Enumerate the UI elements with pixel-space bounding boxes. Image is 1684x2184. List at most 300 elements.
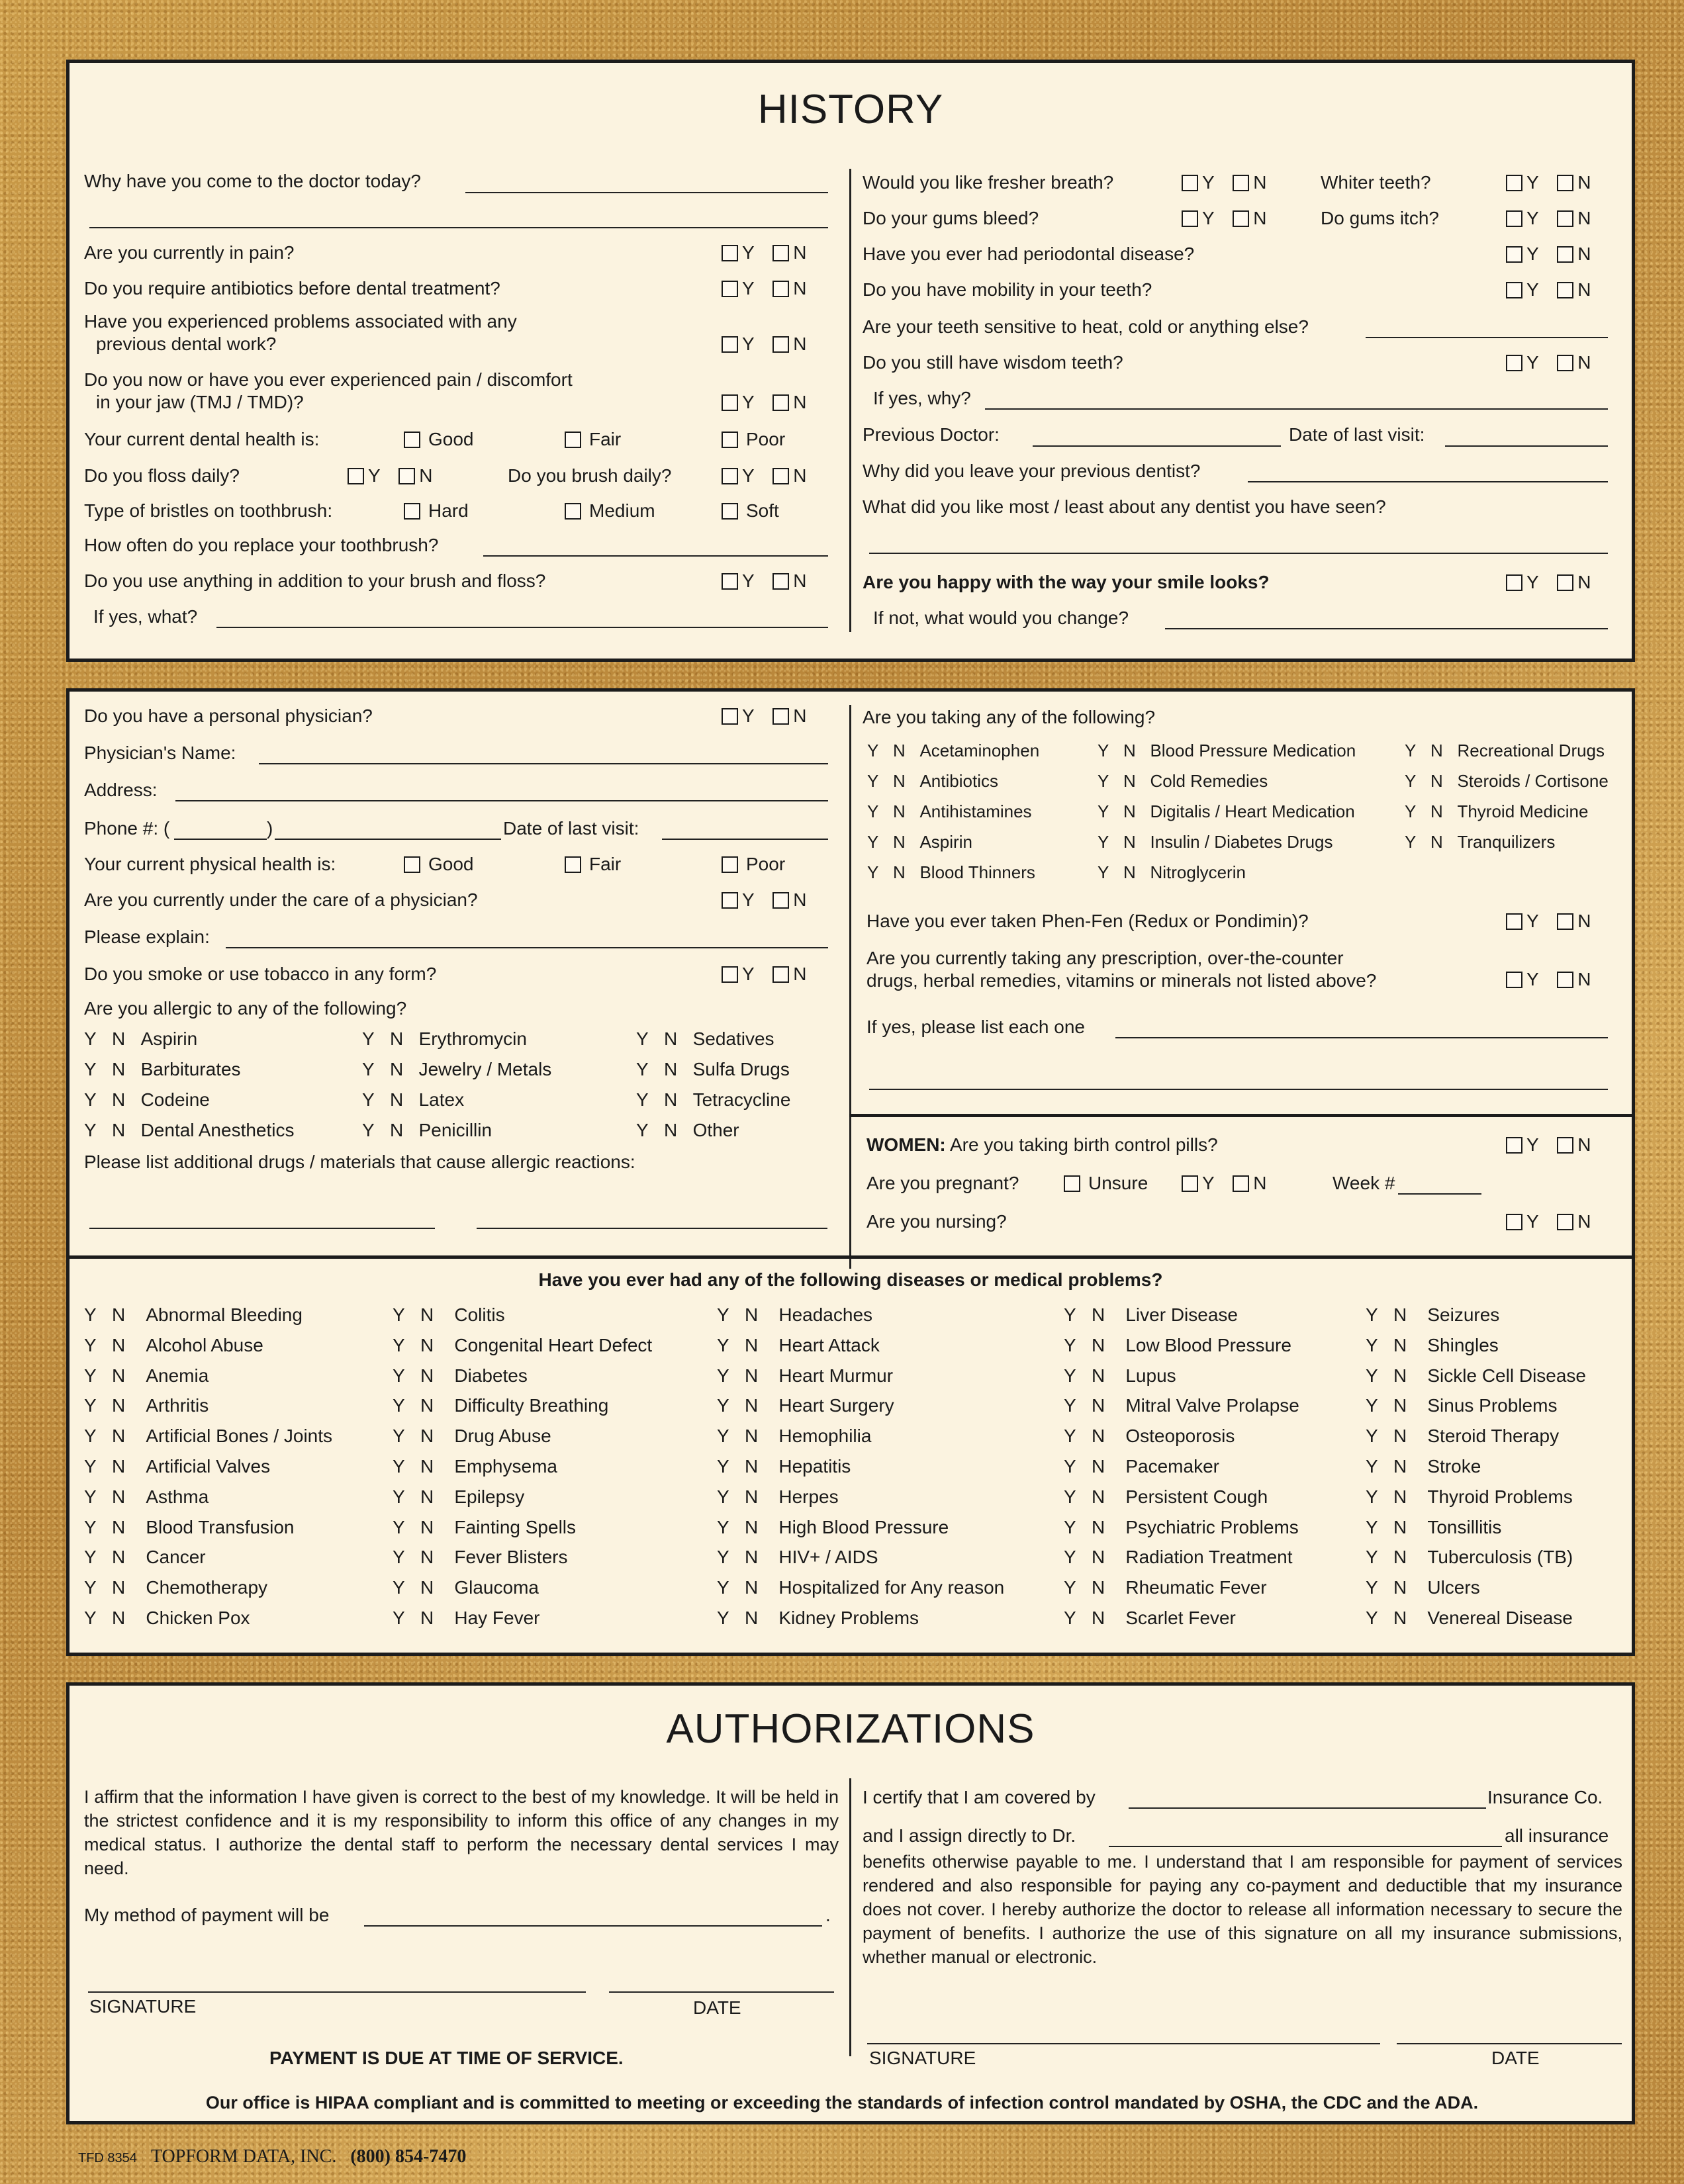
med-item: Y N Acetaminophen [867,741,1040,760]
reason-field-2[interactable] [89,227,828,228]
allergy-item: Y N Codeine [84,1089,210,1110]
disease-label: Psychiatric Problems [1125,1516,1299,1537]
disease-yn[interactable]: Y N [393,1547,455,1568]
payment-method-label: My method of payment will be [84,1905,330,1925]
antibiotics-no-box[interactable] [772,281,789,297]
disease-yn[interactable]: Y N [1366,1608,1428,1628]
dental-poor: Poor [722,428,785,451]
fresher-no-box[interactable] [1233,175,1249,191]
floss-yes-box[interactable] [348,468,364,484]
med-item: Y N Blood Pressure Medication [1098,741,1356,760]
phys-poor: Poor [722,853,785,876]
disease-item [84,1425,332,1447]
history-divider [849,169,851,632]
disease-item [1064,1486,1268,1508]
disease-item [1366,1425,1559,1447]
disease-item [1366,1365,1586,1387]
q-floss: Do you floss daily? [84,465,240,486]
disease-yn[interactable]: Y N [1064,1577,1126,1598]
disease-item [84,1365,209,1387]
phone-field[interactable] [275,839,501,840]
medical-divider [849,705,851,1269]
disease-yn[interactable]: Y N [393,1334,455,1355]
smile-no-box[interactable] [1557,574,1573,591]
q-otc-2: drugs, herbal remedies, vitamins or minerals not listed above? [866,970,1377,991]
disease-yn[interactable]: Y N [1064,1365,1126,1386]
care-yn: Y N [722,889,806,911]
floss-no-box[interactable] [398,468,415,484]
q-replace: How often do you replace your toothbrush? [84,535,439,555]
disease-item [1366,1576,1480,1599]
phys-good-box[interactable] [404,856,420,873]
nursing-yes-box[interactable] [1506,1214,1522,1230]
payment-period: . [825,1905,831,1925]
physician-yes-box[interactable] [722,708,738,725]
physician-no-box[interactable] [772,708,789,725]
q-phone: Phone #: ( [84,818,170,839]
disease-item [1366,1486,1573,1508]
disease-yn[interactable]: Y N [717,1516,779,1537]
like-field[interactable] [869,553,1608,554]
disease-yn[interactable]: Y N [1366,1365,1428,1386]
q-sensitive: Are your teeth sensitive to heat, cold or anything else? [863,316,1309,337]
disease-item [717,1365,893,1387]
otc-no-box[interactable] [1557,972,1573,988]
med-item: Y N Thyroid Medicine [1405,801,1589,821]
signature-line-left[interactable] [88,1991,586,1993]
med-item: Y N Antihistamines [867,801,1032,821]
phys-name-field[interactable] [259,763,828,764]
disease-label: Venereal Disease [1427,1608,1573,1628]
antibiotics-yes-box[interactable] [722,281,738,297]
dental-fair-box[interactable] [565,432,581,448]
q-dental-health: Your current dental health is: [84,429,320,449]
perio-no-box[interactable] [1557,246,1573,263]
addition-no-box[interactable] [772,573,789,590]
q-whiter: Whiter teeth? [1321,172,1431,193]
disease-yn[interactable]: Y N [393,1395,455,1416]
pregnant-unsure-box[interactable] [1064,1175,1080,1192]
antibiotics-yn: Y N [722,277,806,300]
bristle-soft-box[interactable] [722,503,738,520]
disease-item [717,1425,871,1447]
disease-yn[interactable]: Y N [84,1334,146,1355]
q-tobacco: Do you smoke or use tobacco in any form? [84,964,437,984]
disease-label: Sickle Cell Disease [1427,1365,1586,1386]
disease-item [1366,1455,1481,1478]
disease-label: Ulcers [1427,1577,1480,1598]
brush-no-box[interactable] [772,468,789,484]
disease-label: Hepatitis [778,1456,851,1477]
disease-yn[interactable]: Y N [717,1395,779,1416]
disease-yn[interactable]: Y N [84,1304,146,1325]
affirm-text: I affirm that the information I have given is correct to the best of my knowledge. It will be held in the strictest confidence and it is my responsibility to inform this office of any changes in my medical status. I authorize the dental staff to perform the necessary dental services I may need. [84,1787,839,1878]
addition-yn: Y N [722,570,806,592]
history-panel [66,60,1635,662]
disease-item [717,1334,880,1357]
allergy-item: Y N Barbiturates [84,1059,241,1079]
bristle-hard: Hard [404,500,469,522]
problems-yn: Y N [722,333,806,355]
disease-label: Fever Blisters [454,1547,568,1568]
disease-yn[interactable]: Y N [1366,1304,1428,1325]
disease-label: Mitral Valve Prolapse [1125,1395,1299,1416]
phys-fair: Fair [565,853,621,876]
problems-yes-box[interactable] [722,336,738,353]
addition-yes-box[interactable] [722,573,738,590]
birth-yes-box[interactable] [1506,1137,1522,1154]
list-field-2[interactable] [869,1089,1608,1090]
q-problems-1: Have you experienced problems associated with any [84,311,517,332]
disease-item [1064,1576,1267,1599]
phone-paren: ) [267,818,273,839]
explain-field[interactable] [226,947,828,948]
itch-no-box[interactable] [1557,210,1573,227]
disease-yn[interactable]: Y N [1064,1608,1126,1628]
q-wisdom: Do you still have wisdom teeth? [863,352,1123,373]
diseases-heading: Have you ever had any of the following diseases or medical problems? [538,1269,1163,1290]
allergy-item: Y N Erythromycin [362,1028,527,1049]
bristle-medium-box[interactable] [565,503,581,520]
disease-yn[interactable]: Y N [1064,1456,1126,1477]
fresher-yes-box[interactable] [1182,175,1198,191]
q-fresher: Would you like fresher breath? [863,172,1114,193]
benefits-text: benefits otherwise payable to me. I understand that I am responsible for payment of services rendered and also responsible for paying any co-payment and deductible that my insurance does not cover. I hereby authorize the doctor to release all information necessary to secure the payment of benefits. I authorize the use of this signature on all my insurance submissions, whether manual or electronic. [863,1852,1622,1967]
bleed-no-box[interactable] [1233,210,1249,227]
leave-field[interactable] [1248,481,1608,482]
disease-label: Steroid Therapy [1427,1426,1560,1447]
disease-yn[interactable]: Y N [84,1365,146,1386]
disease-yn[interactable]: Y N [1064,1334,1126,1355]
last-visit-field[interactable] [1445,445,1608,447]
disease-yn[interactable]: Y N [84,1516,146,1537]
date-line-left[interactable] [609,1991,834,1993]
disease-label: Sinus Problems [1427,1395,1558,1416]
disease-yn[interactable]: Y N [393,1516,455,1537]
disease-yn[interactable]: Y N [393,1577,455,1598]
problems-no-box[interactable] [772,336,789,353]
disease-yn[interactable]: Y N [393,1486,455,1507]
tobacco-yn: Y N [722,963,806,985]
disease-label: Cancer [146,1547,206,1568]
physician-yn: Y N [722,705,806,727]
med-item: Y N Cold Remedies [1098,771,1268,791]
replace-field[interactable] [483,555,828,557]
disease-label: Kidney Problems [778,1608,919,1628]
disease-label: Drug Abuse [454,1426,551,1447]
birth-yn: Y N [1506,1134,1591,1156]
doctor-field[interactable] [1109,1846,1502,1847]
disease-item [717,1486,839,1508]
q-tmj-2: in your jaw (TMJ / TMD)? [96,392,304,412]
disease-item [393,1365,528,1387]
mobility-yes-box[interactable] [1506,282,1522,298]
pain-yes-box[interactable] [722,245,738,261]
disease-yn[interactable]: Y N [717,1456,779,1477]
disease-label: Low Blood Pressure [1125,1334,1291,1355]
area-code-field[interactable] [174,839,267,840]
allergy-item: Y N Sedatives [636,1028,774,1049]
disease-item [84,1334,263,1357]
tobacco-no-box[interactable] [772,966,789,983]
additional-field-1[interactable] [89,1228,435,1229]
disease-label: Tuberculosis (TB) [1427,1547,1573,1568]
otc-yes-box[interactable] [1506,972,1522,988]
disease-yn[interactable]: Y N [393,1426,455,1447]
disease-label: Alcohol Abuse [146,1334,263,1355]
q-bristles: Type of bristles on toothbrush: [84,500,333,521]
q-itch: Do gums itch? [1321,208,1439,228]
phys-poor-box[interactable] [722,856,738,873]
nursing-yn: Y N [1506,1210,1591,1233]
disease-yn[interactable]: Y N [1366,1334,1428,1355]
disease-item [1064,1394,1299,1417]
pregnant-yn: Y N [1182,1172,1266,1195]
additional-field-2[interactable] [477,1228,827,1229]
otc-yn: Y N [1506,968,1591,991]
disease-yn[interactable]: Y N [1064,1395,1126,1416]
disease-label: Arthritis [146,1395,209,1416]
disease-item [1064,1304,1238,1326]
disease-yn[interactable]: Y N [84,1395,146,1416]
care-no-box[interactable] [772,892,789,909]
q-phys-health: Your current physical health is: [84,854,336,874]
med-item: Y N Insulin / Diabetes Drugs [1098,832,1333,852]
disease-yn[interactable]: Y N [1064,1304,1126,1325]
disease-yn[interactable]: Y N [84,1486,146,1507]
disease-yn[interactable]: Y N [1064,1426,1126,1447]
disease-label: Tonsillitis [1427,1516,1502,1537]
disease-yn[interactable]: Y N [1366,1395,1428,1416]
disease-label: High Blood Pressure [778,1516,949,1537]
whiter-no-box[interactable] [1557,175,1573,191]
disease-label: Shingles [1427,1334,1499,1355]
disease-yn[interactable]: Y N [717,1608,779,1628]
q-change: If not, what would you change? [873,608,1129,628]
disease-yn[interactable]: Y N [393,1608,455,1628]
disease-yn[interactable]: Y N [1366,1426,1428,1447]
phys-last-visit-field[interactable] [662,839,828,840]
q-smile: Are you happy with the way your smile looks? [863,572,1270,592]
disease-yn[interactable]: Y N [84,1456,146,1477]
disease-item [1366,1304,1499,1326]
payment-method-field[interactable] [364,1925,822,1927]
disease-label: Liver Disease [1125,1304,1238,1325]
nursing-no-box[interactable] [1557,1214,1573,1230]
q-tmj-1: Do you now or have you ever experienced pain / discomfort [84,369,573,390]
allergy-item: Y N Penicillin [362,1120,492,1140]
disease-label: Hay Fever [454,1608,540,1628]
tmj-yes-box[interactable] [722,394,738,411]
disease-item [1064,1334,1291,1357]
q-brush: Do you brush daily? [508,465,672,486]
bleed-yn: Y N [1182,207,1266,230]
disease-yn[interactable]: Y N [717,1426,779,1447]
disease-item [393,1516,576,1539]
address-field[interactable] [175,800,828,801]
med-item: Y N Nitroglycerin [1098,862,1246,882]
certify-label: I certify that I am covered by [863,1787,1096,1807]
disease-label: Thyroid Problems [1427,1486,1573,1507]
disease-yn[interactable]: Y N [84,1426,146,1447]
q-pregnant: Are you pregnant? [866,1173,1019,1193]
disease-label: Osteoporosis [1125,1426,1235,1447]
disease-label: Chicken Pox [146,1608,250,1628]
disease-label: Diabetes [454,1365,528,1386]
smile-yes-box[interactable] [1506,574,1522,591]
disease-label: Seizures [1427,1304,1500,1325]
week-field[interactable] [1398,1193,1481,1195]
disease-label: Herpes [778,1486,839,1507]
disease-yn[interactable]: Y N [393,1304,455,1325]
wisdom-yn: Y N [1506,351,1591,374]
signature-line-right[interactable] [867,2043,1380,2044]
disease-item [393,1304,505,1326]
disease-label: Heart Attack [778,1334,880,1355]
disease-label: Chemotherapy [146,1577,268,1598]
pregnant-no-box[interactable] [1233,1175,1249,1192]
disease-item [1366,1546,1573,1569]
tobacco-yes-box[interactable] [722,966,738,983]
dental-good: Good [404,428,474,451]
disease-yn[interactable]: Y N [717,1577,779,1598]
pain-no-box[interactable] [772,245,789,261]
tmj-yn: Y N [722,391,806,414]
disease-yn[interactable]: Y N [1064,1516,1126,1537]
disease-label: Pacemaker [1125,1456,1219,1477]
phenfen-yes-box[interactable] [1506,913,1522,930]
q-addition: Do you use anything in addition to your brush and floss? [84,570,546,591]
women-top-border [849,1114,1635,1117]
disease-yn[interactable]: Y N [717,1547,779,1568]
disease-item [1064,1516,1299,1539]
disease-label: HIV+ / AIDS [778,1547,878,1568]
disease-label: Stroke [1427,1456,1481,1477]
disease-label: Artificial Valves [146,1456,271,1477]
q-reason: Why have you come to the doctor today? [84,171,421,191]
disease-yn[interactable]: Y N [717,1365,779,1386]
disease-yn[interactable]: Y N [84,1608,146,1628]
disease-label: Heart Surgery [778,1395,894,1416]
disease-item [1366,1394,1557,1417]
q-last-visit: Date of last visit: [1289,424,1425,445]
disease-item [84,1546,206,1569]
dental-good-box[interactable] [404,432,420,448]
disease-yn[interactable]: Y N [1366,1547,1428,1568]
allergy-item: Y N Dental Anesthetics [84,1120,295,1140]
disease-yn[interactable]: Y N [1366,1486,1428,1507]
itch-yes-box[interactable] [1506,210,1522,227]
bristle-hard-box[interactable] [404,503,420,520]
q-list: If yes, please list each one [866,1017,1085,1037]
phenfen-no-box[interactable] [1557,913,1573,930]
disease-label: Radiation Treatment [1125,1547,1293,1568]
insurance-field[interactable] [1129,1807,1486,1809]
disease-yn[interactable]: Y N [1064,1486,1126,1507]
q-otc-1: Are you currently taking any prescription, over-the-counter [866,948,1344,968]
disease-yn[interactable]: Y N [1064,1547,1126,1568]
footer [78,2146,466,2169]
disease-label: Rheumatic Fever [1125,1577,1267,1598]
hipaa-statement: Our office is HIPAA compliant and is committed to meeting or exceeding the standards of infection control mandated by OSHA, the CDC and the ADA. [205,2093,1479,2113]
disease-yn[interactable]: Y N [1366,1456,1428,1477]
q-prev-doctor: Previous Doctor: [863,424,1000,445]
q-mobility: Do you have mobility in your teeth? [863,279,1152,300]
sensitive-field[interactable] [1366,337,1608,338]
care-yes-box[interactable] [722,892,738,909]
disease-yn[interactable]: Y N [393,1365,455,1386]
disease-label: Hemophilia [778,1426,872,1447]
prev-doctor-field[interactable] [1033,445,1281,447]
disease-yn[interactable]: Y N [393,1456,455,1477]
q-why: If yes, why? [873,388,971,408]
disease-yn[interactable]: Y N [1366,1577,1428,1598]
what-field[interactable] [216,627,828,628]
disease-item [717,1576,1004,1599]
disease-yn[interactable]: Y N [717,1334,779,1355]
tmj-no-box[interactable] [772,394,789,411]
perio-yn: Y N [1506,243,1591,265]
mobility-no-box[interactable] [1557,282,1573,298]
bleed-yes-box[interactable] [1182,210,1198,227]
dental-poor-box[interactable] [722,432,738,448]
perio-yes-box[interactable] [1506,246,1522,263]
disease-yn[interactable]: Y N [1366,1516,1428,1537]
phys-fair-box[interactable] [565,856,581,873]
itch-yn: Y N [1506,207,1591,230]
q-week: Week # [1333,1173,1395,1193]
disease-label: Lupus [1125,1365,1176,1386]
disease-item [717,1394,894,1417]
q-explain: Please explain: [84,927,210,947]
disease-label: Scarlet Fever [1125,1608,1236,1628]
wisdom-yes-box[interactable] [1506,355,1522,371]
birth-no-box[interactable] [1557,1137,1573,1154]
med-item: Y N Aspirin [867,832,972,852]
list-field[interactable] [1115,1037,1608,1038]
phys-good: Good [404,853,474,876]
date-line-right[interactable] [1397,2043,1622,2044]
disease-item [84,1394,209,1417]
disease-item [1064,1607,1236,1629]
disease-yn[interactable]: Y N [84,1547,146,1568]
reason-field[interactable] [465,192,828,193]
disease-yn[interactable]: Y N [84,1577,146,1598]
q-problems-2: previous dental work? [96,334,277,354]
diseases-top-border [70,1255,1635,1259]
date-label-left: DATE [693,1997,741,2018]
med-item: Y N Tranquilizers [1405,832,1556,852]
whiter-yes-box[interactable] [1506,175,1522,191]
fresher-yn: Y N [1182,171,1266,194]
brush-yes-box[interactable] [722,468,738,484]
assign-label: and I assign directly to Dr. [863,1825,1076,1846]
allergy-item: Y N Other [636,1120,739,1140]
insurance-co-label: Insurance Co. [1487,1787,1603,1807]
change-field[interactable] [1165,628,1608,629]
pregnant-yes-box[interactable] [1182,1175,1198,1192]
allergy-item: Y N Jewelry / Metals [362,1059,552,1079]
payment-due: PAYMENT IS DUE AT TIME OF SERVICE. [269,2048,624,2068]
disease-yn[interactable]: Y N [717,1486,779,1507]
q-address: Address: [84,780,158,800]
why-field[interactable] [985,408,1608,410]
wisdom-no-box[interactable] [1557,355,1573,371]
disease-yn[interactable]: Y N [717,1304,779,1325]
bristle-soft: Soft [722,500,779,522]
q-antibiotics: Do you require antibiotics before dental treatment? [84,278,500,298]
q-care: Are you currently under the care of a physician? [84,889,478,910]
